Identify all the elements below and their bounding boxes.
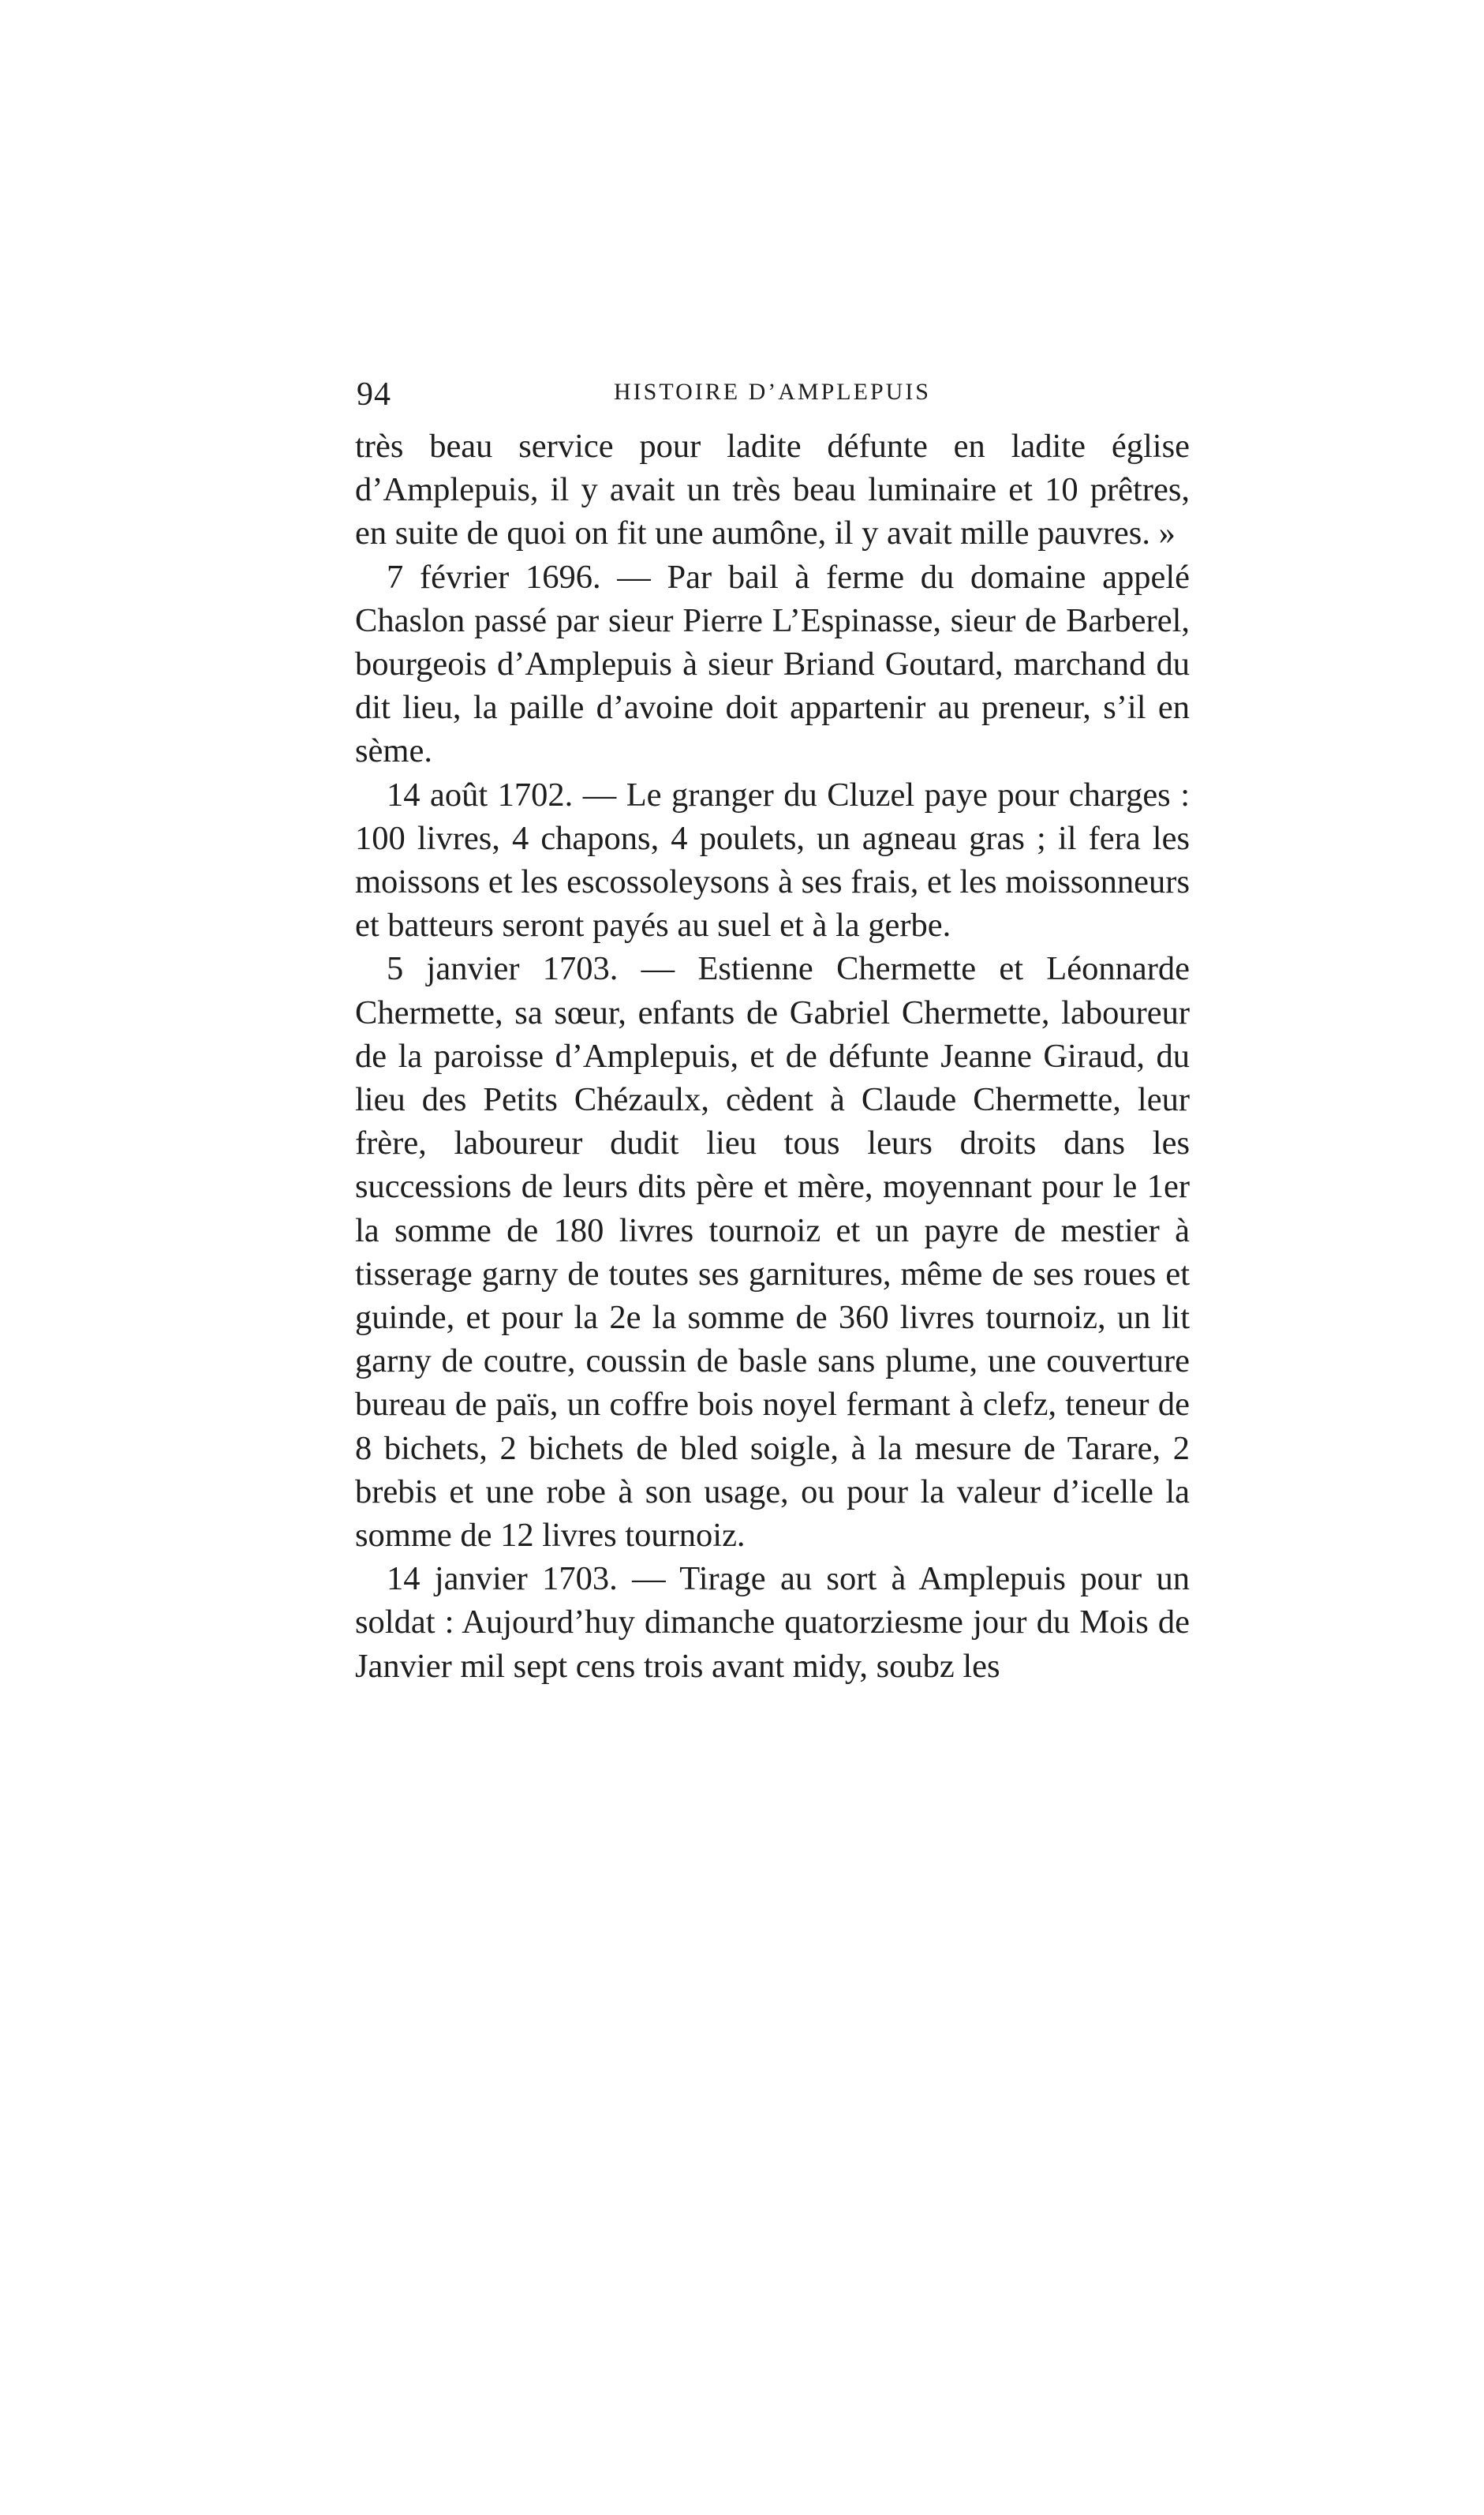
paragraph-1696-bail: 7 février 1696. — Par bail à ferme du domaine appelé Chaslon passé par sieur Pierre L’Espinasse, sieur de Barberel, bourgeois d’Amplepuis à sieur Briand Goutard, marchand du dit lieu, la paille d’avoine doit appartenir au preneur, s’il en sème. [355, 558, 1190, 770]
page-number: 94 [357, 376, 391, 413]
running-head [355, 368, 1190, 425]
running-title: HISTOIRE D’AMPLEPUIS [614, 379, 931, 405]
paragraph-1702-granger: 14 août 1702. — Le granger du Cluzel paye pour charges : 100 livres, 4 chapons, 4 poulets, un agneau gras ; il fera les moissons et les escossoleysons à ses frais, et les moissonneurs et batteurs seront payés au suel et à la gerbe. [355, 776, 1190, 945]
book-page [355, 368, 1190, 1688]
paragraph-continuation: très beau service pour ladite défunte en ladite église d’Amplepuis, il y avait un très beau luminaire et 10 prêtres, en suite de quoi on fit une aumône, il y avait mille pauvres. » [355, 428, 1190, 552]
body-text [355, 425, 1190, 1688]
paragraph-1703-chermette: 5 janvier 1703. — Estienne Chermette et Léonnarde Chermette, sa sœur, enfants de Gabriel Chermette, laboureur de la paroisse d’Amplepuis, et de défunte Jeanne Giraud, du lieu des Petits Chézaulx, cèdent à Claude Chermette, leur frère, laboureur dudit lieu tous leurs droits dans les successions de leurs dits père et mère, moyennant pour le 1er la somme de 180 livres tournoiz et un payre de mestier à tisserage garny de toutes ses garnitures, même de ses roues et guinde, et pour la 2e la somme de 360 livres tournoiz, un lit garny de coutre, coussin de basle sans plume, une couverture bureau de païs, un coffre bois noyel fermant à clefz, teneur de 8 bichets, 2 bichets de bled soigle, à la mesure de Tarare, 2 brebis et une robe à son usage, ou pour la valeur d’icelle la somme de 12 livres tournoiz. [355, 950, 1190, 1555]
paragraph-1703-tirage: 14 janvier 1703. — Tirage au sort à Amplepuis pour un soldat : Aujourd’huy dimanche quatorziesme jour du Mois de Janvier mil sept cens trois avant midy, soubz les [355, 1560, 1190, 1685]
